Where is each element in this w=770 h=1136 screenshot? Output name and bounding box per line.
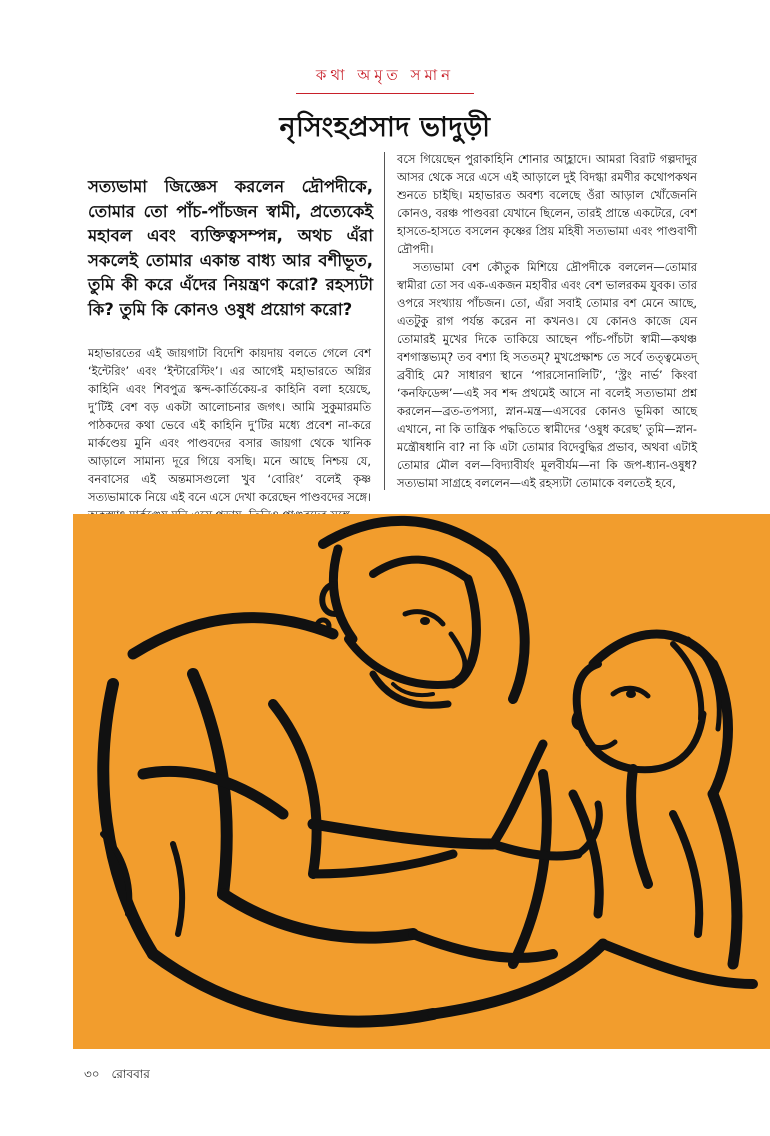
column-divider [384,152,385,490]
ink-illustration [73,514,770,1049]
page-number: ৩০ [84,1067,100,1081]
title-rule [296,93,474,94]
body-paragraph: সত্যভামা বেশ কৌতুক মিশিয়ে দ্রৌপদীকে বললেন—তোমার স্বামীরা তো সব এক-একজন মহাবীর এবং বেশ ভালরকম যুবক। তার ওপরে সংখ্যায় পাঁচজন। তো, এঁরা সবাই তোমার বশ মেনে আছে, এতটুকু রাগ পর্যন্ত করেন না কখনও। যে কোনও কাজে যেন তোমারই মুখের দিকে তাকিয়ে আছেন পাঁচ-পাঁচটা স্বামী—কথঞ্চ বশগাস্তভ্যম্? তব বশ্যা হি সততম্? মুখপ্রেক্ষাশ্চ তে সর্বে তত্ত্বমেতদ্ ব্রবীহি মে? সাধারণ স্থানে ‘পারসোনালিটি’, ‘স্ট্রং নার্ভ’ কিংবা ‘কনফিডেন্স’—এই সব শব্দ প্রথমেই আসে না বলেই সত্যভামা প্রশ্ন করলেন—ব্রত-তপস্যা, স্নান-মন্ত্র—এসবের কোনও ভূমিকা আছে এখানে, না কি তান্ত্রিক পদ্ধতিতে স্বামীদের ‘ওষুধ করেছ’ তুমি—স্নান-মন্ত্রৌষধানি বা? না কি এটা তোমার বিদেবুদ্ধির প্রভাব, অথবা এটাই তোমার মৌল বল—বিদ্যাবীর্যং মূলবীর্যম—না কি জপ-ধ্যান-ওষুধ? সত্যভামা সাগ্রহে বললেন—এই রহস্যটা তোমাকে বলতেই হবে, [397,260,697,490]
body-column-left [88,344,371,524]
body-column-right [397,150,697,492]
pull-quote-text: সত্যভামা জিজ্ঞেস করলেন দ্রৌপদীকে, তোমার তো পাঁচ-পাঁচজন স্বামী, প্রত্যেকেই মহাবল এবং ব্যক্তিত্বসম্পন্ন, অথচ এঁরা সকলেই তোমার একান্ত বাধ্য আর বশীভূত, তুমি কী করে এঁদের নিয়ন্ত্রণ করো? রহস্যটা কি? তুমি কি কোনও ওষুধ প্রয়োগ করো? [88,177,373,319]
pull-quote [88,175,373,322]
page-footer [84,1066,150,1086]
author-name: নৃসিংহপ্রসাদ ভাদুড়ী [279,112,491,143]
magazine-name: রোববার [111,1067,150,1081]
illustration [73,514,770,1049]
series-title: কথা অমৃত সমান [315,66,455,84]
body-paragraph: মহাভারতের এই জায়গাটা বিদেশি কায়দায় বলতে গেলে বেশ ‘ইন্টেরিং’ এবং ‘ইন্টারেস্টিং’। এর আগেই মহাভারতে অগ্নির কাহিনি এবং শিবপুত্র স্কন্দ-কার্তিকেয়-র কাহিনি বলা হয়েছে, দু’টিই বেশ বড় একটা আলোচনার জগৎ। আমি সুকুমারমতি পাঠকদের কথা ভেবে এই কাহিনি দু’টির মধ্যে প্রবেশ না-করে মার্কণ্ডেয় মুনি এবং পাণ্ডবদের বসার জায়গা থেকে খানিক আড়ালে সামান্য দূরে গিয়ে বসছি। মনে আছে নিশ্চয় যে, বনবাসের এই অন্তমাসগুলো খুব ‘বোরিং’ বলেই কৃষ্ণ সত্যভামাকে নিয়ে এই বনে এসে দেখা করেছেন পাণ্ডবদের সঙ্গে। [88,346,371,504]
body-paragraph: বসে গিয়েছেন পুরাকাহিনি শোনার আহ্লাদে। আমরা বিরাট গল্পদাদুর আসর থেকে সরে এসে এই আড়ালে দুই বিদগ্ধা রমণীর কথোপকথন শুনতে চাইছি। মহাভারত অবশ্য বলেছে ওঁরা আড়াল খোঁজেননি কোনও, বরঞ্চ পাণ্ডবরা যেখানে ছিলেন, তারই প্রান্তে একটেরে, বেশ হাসতে-হাসতে বসলেন কৃষ্ণের প্রিয় মহিষী সত্যভামা এবং পাণ্ডবাণী দ্রৌপদী। [397,152,697,256]
